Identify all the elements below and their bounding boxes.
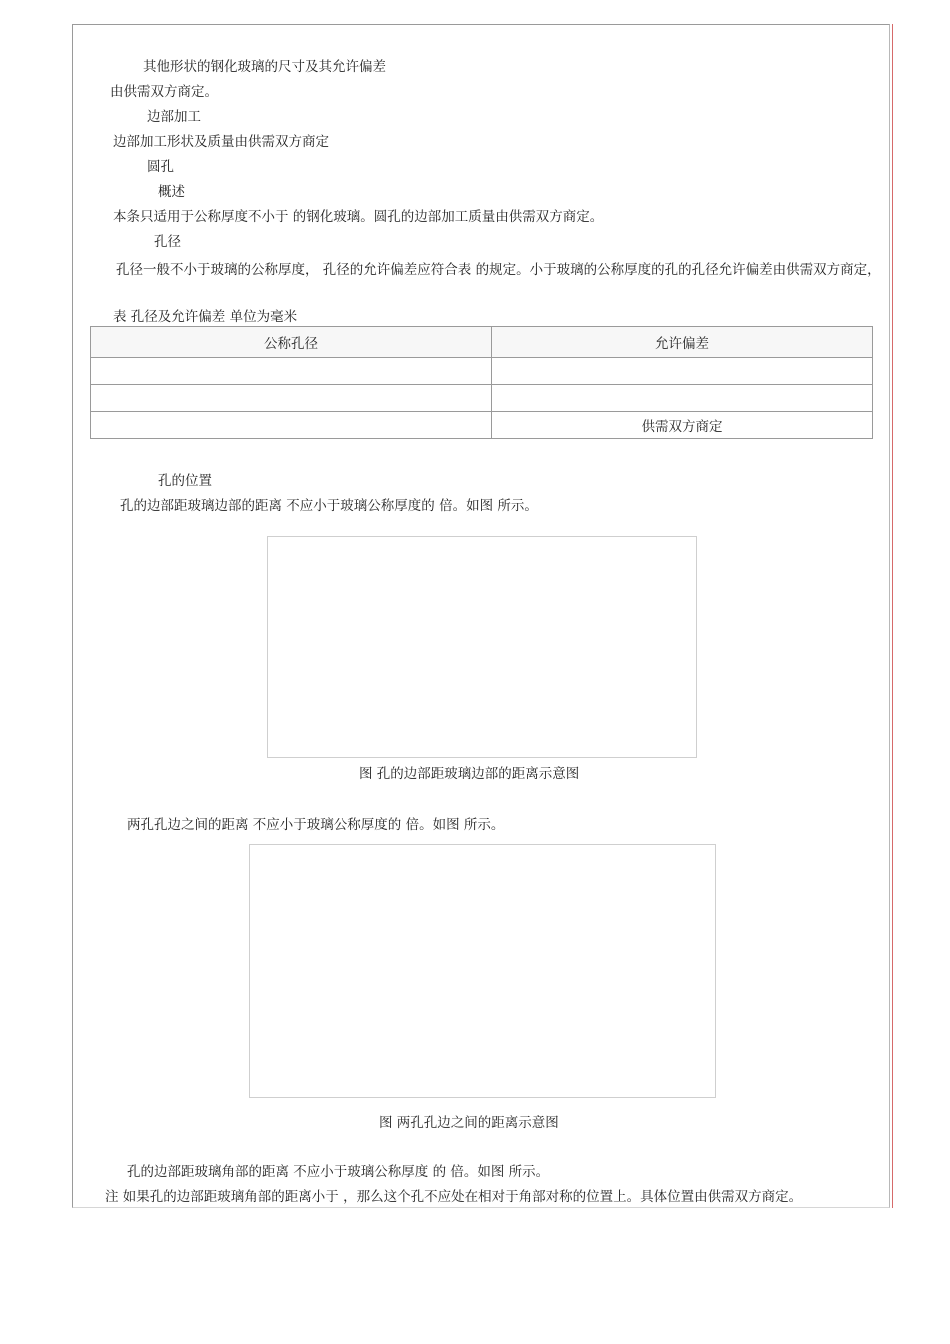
table-caption: 表 孔径及允许偏差 单位为毫米 [113,309,298,325]
heading-other-shapes: 其他形状的钢化玻璃的尺寸及其允许偏差 [143,59,386,75]
note-corner-distance: 注 如果孔的边部距玻璃角部的距离小于 ，那么这个孔不应处在相对于角部对称的位置上。具体位置由供需双方商定。 [105,1189,803,1205]
table-cell [91,358,492,385]
margin-line [892,24,893,1208]
figure-edge-distance-diagram [267,536,697,758]
table-cell: 供需双方商定 [492,412,873,439]
table-header-cell: 允许偏差 [492,327,873,358]
table-row [91,412,873,439]
hole-diameter-table [90,326,873,439]
paragraph-hole-diameter: 孔径一般不小于玻璃的公称厚度， 孔径的允许偏差应符合表 的规定。小于玻璃的公称厚度的孔的孔径允许偏差由供需双方商定， [116,262,881,278]
paragraph-corner-distance: 孔的边部距玻璃角部的距离 不应小于玻璃公称厚度 的 倍。如图 所示。 [127,1164,550,1180]
table-cell [492,385,873,412]
table-header-cell: 公称孔径 [91,327,492,358]
paragraph-edge-distance: 孔的边部距玻璃边部的距离 不应小于玻璃公称厚度的 倍。如图 所示。 [120,498,538,514]
table-row [91,358,873,385]
paragraph-edge-processing: 边部加工形状及质量由供需双方商定 [113,134,329,150]
figure-hole-spacing-diagram [249,844,716,1098]
paragraph-other-shapes: 由供需双方商定。 [110,84,218,100]
paragraph-hole-spacing: 两孔孔边之间的距离 不应小于玻璃公称厚度的 倍。如图 所示。 [127,817,505,833]
table-cell [492,358,873,385]
heading-overview: 概述 [158,184,185,200]
table-cell [91,412,492,439]
figure-caption: 图 孔的边部距玻璃边部的距离示意图 [359,766,580,782]
heading-round-hole: 圆孔 [147,159,174,175]
heading-hole-position: 孔的位置 [158,473,212,489]
table-row [91,385,873,412]
table-header-row [91,327,873,358]
figure-caption: 图 两孔孔边之间的距离示意图 [379,1115,559,1131]
heading-edge-processing: 边部加工 [147,109,201,125]
heading-hole-diameter: 孔径 [154,234,181,250]
paragraph-overview: 本条只适用于公称厚度不小于 的钢化玻璃。圆孔的边部加工质量由供需双方商定。 [113,209,604,225]
table-cell [91,385,492,412]
